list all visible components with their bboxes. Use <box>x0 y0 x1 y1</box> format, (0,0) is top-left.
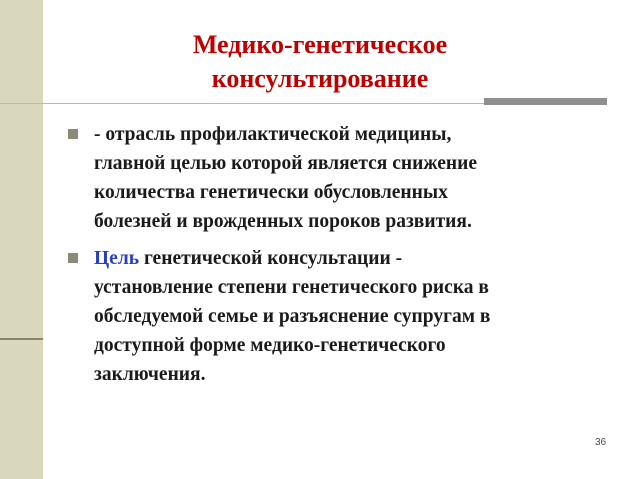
bullet-2-line-rest: генетической консультации - <box>139 248 403 269</box>
bullet-2-line: установление степени генетического риска в <box>94 277 489 298</box>
bullet-2-line: заключения. <box>94 364 206 385</box>
bullet-1-line: количества генетически обусловленных <box>94 182 448 203</box>
slide-title <box>120 28 520 96</box>
goal-keyword: Цель <box>94 248 140 269</box>
bullet-1-text <box>94 120 614 236</box>
bullet-2-first-line <box>94 244 614 273</box>
bullet-2-line: доступной форме медико-генетического <box>94 335 446 356</box>
title-line-2: консультирование <box>211 64 429 93</box>
bullet-1-line: главной целью которой является снижение <box>94 153 478 174</box>
bullet-2-text <box>94 244 614 389</box>
title-underline-thick <box>484 98 607 105</box>
sidebar-divider <box>0 338 43 340</box>
bullet-2-line: обследуемой семье и разъяснение супругам в <box>94 306 491 327</box>
square-bullet-icon <box>68 129 78 139</box>
page-number: 36 <box>595 437 607 448</box>
left-sidebar-band <box>0 0 43 479</box>
bullet-1-line: - отрасль профилактической медицины, <box>94 124 452 145</box>
title-underline-thin <box>0 103 484 104</box>
square-bullet-icon <box>68 253 78 263</box>
title-line-1: Медико-генетическое <box>192 30 448 59</box>
bullet-1-line: болезней и врожденных пороков развития. <box>94 211 472 232</box>
